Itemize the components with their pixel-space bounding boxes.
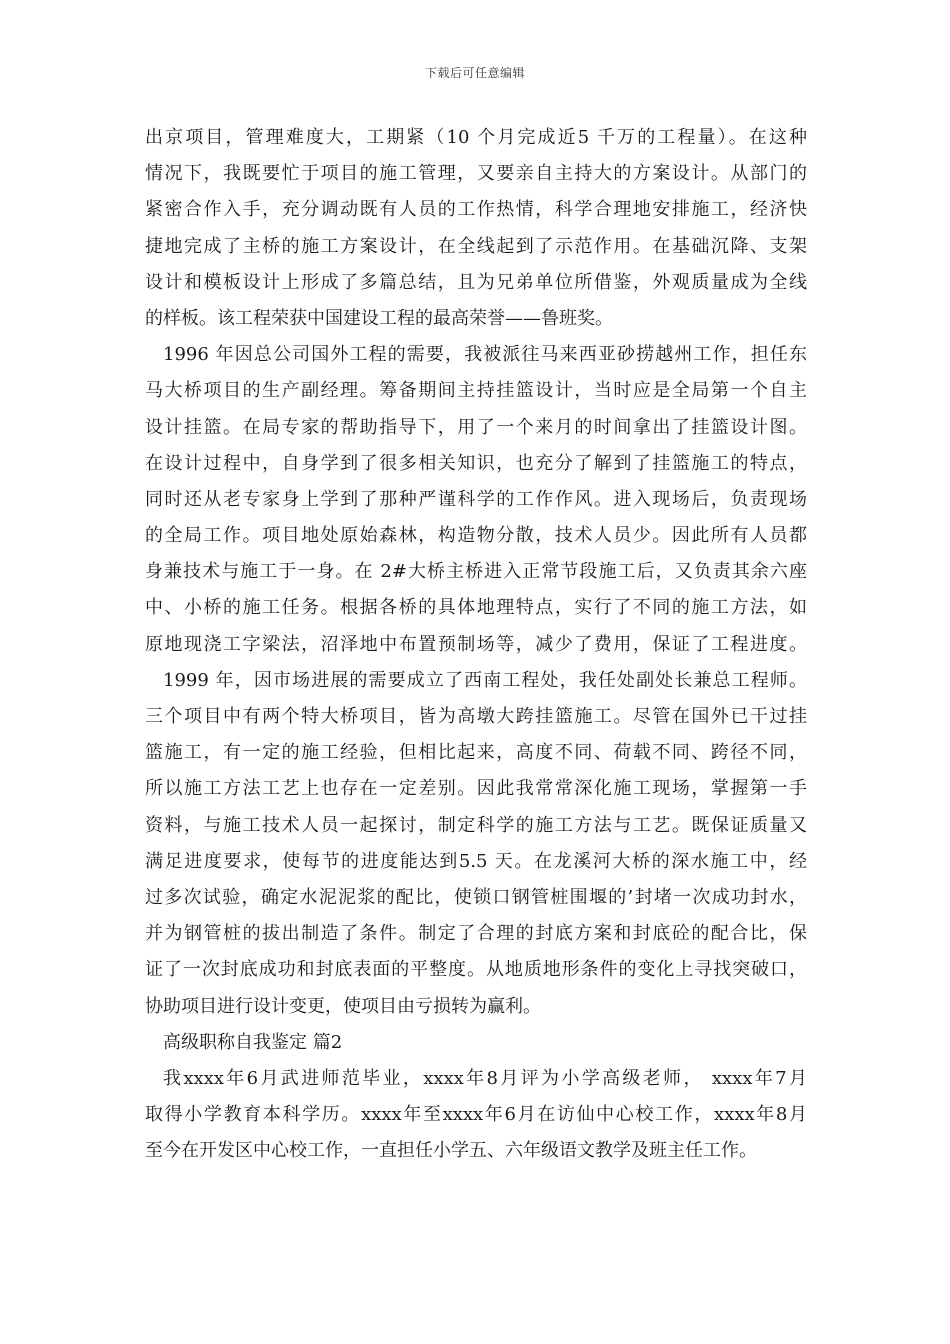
text-line: 出京项目，管理难度大，工期紧（10 个月完成近5 千万的工程量）。在这种 [145,127,807,148]
text-line: 紧密合作入手，充分调动既有人员的工作热情，科学合理地安排施工，经济快 [145,199,807,221]
text-line: 我xxxx年6月武进师范毕业，xxxx年8月评为小学高级老师， xxxx年7月 [163,1067,807,1089]
text-line: 的全局工作。项目地处原始森林，构造物分散，技术人员少。因此所有人员都 [145,525,807,547]
text-line: 所以施工方法工艺上也存在一定差别。因此我常常深化施工现场，掌握第一手 [145,778,807,800]
text-line: 并为钢管桩的拔出制造了条件。制定了合理的封底方案和封底砼的配合比，保 [145,923,807,945]
text-line: 身兼技术与施工于一身。在 2#大桥主桥进入正常节段施工后，又负责其余六座 [145,561,807,583]
text-line: 协助项目进行设计变更，使项目由亏损转为赢利。 [145,995,541,1017]
text-line: 1999 年，因市场进展的需要成立了西南工程处，我任处副处长兼总工程师。 [163,669,807,691]
text-line: 资料，与施工技术人员一起探讨，制定科学的施工方法与工艺。既保证质量又 [145,814,807,836]
text-line: 满足进度要求，使每节的进度能达到5.5 天。在龙溪河大桥的深水施工中，经 [145,850,807,872]
text-line: 的样板。该工程荣获中国建设工程的最高荣誉——鲁班奖。 [145,307,613,329]
text-line: 至今在开发区中心校工作，一直担任小学五、六年级语文教学及班主任工作。 [145,1140,757,1162]
text-line: 设计和模板设计上形成了多篇总结，且为兄弟单位所借鉴，外观质量成为全线 [145,271,807,293]
text-line: 篮施工，有一定的施工经验，但相比起来，高度不同、荷载不同、跨径不同， [145,742,807,764]
text-line: 设计挂篮。在局专家的帮助指导下，用了一个来月的时间拿出了挂篮设计图。 [145,416,807,438]
page-header: 下载后可任意编辑 [424,66,525,80]
text-line: 情况下，我既要忙于项目的施工管理，又要亲自主持大的方案设计。从部门的 [145,163,807,185]
text-line: 高级职称自我鉴定 篇2 [163,1031,343,1053]
text-line: 过多次试验，确定水泥泥浆的配比，使锁口钢管桩围堰的’封堵一次成功封水， [145,886,807,908]
text-line: 原地现浇工字梁法，沼泽地中布置预制场等，减少了费用，保证了工程进度。 [145,633,807,655]
text-line: 马大桥项目的生产副经理。筹备期间主持挂篮设计，当时应是全局第一个自主 [145,380,807,402]
document-body [145,120,807,1169]
text-line: 取得小学教育本科学历。xxxx年至xxxx年6月在访仙中心校工作，xxxx年8月 [145,1104,807,1126]
text-line: 1996 年因总公司国外工程的需要，我被派往马来西亚砂捞越州工作，担任东 [163,344,807,366]
text-line: 三个项目中有两个特大桥项目，皆为高墩大跨挂篮施工。尽管在国外已干过挂 [145,706,807,727]
text-line: 证了一次封底成功和封底表面的平整度。从地质地形条件的变化上寻找突破口， [145,959,807,981]
text-line: 捷地完成了主桥的施工方案设计，在全线起到了示范作用。在基础沉降、支架 [145,235,807,257]
text-line: 在设计过程中，自身学到了很多相关知识，也充分了解到了挂篮施工的特点， [145,452,807,474]
text-line: 中、小桥的施工任务。根据各桥的具体地理特点，实行了不同的施工方法，如 [145,597,807,619]
text-line: 同时还从老专家身上学到了那种严谨科学的工作作风。进入现场后，负责现场 [145,488,807,510]
